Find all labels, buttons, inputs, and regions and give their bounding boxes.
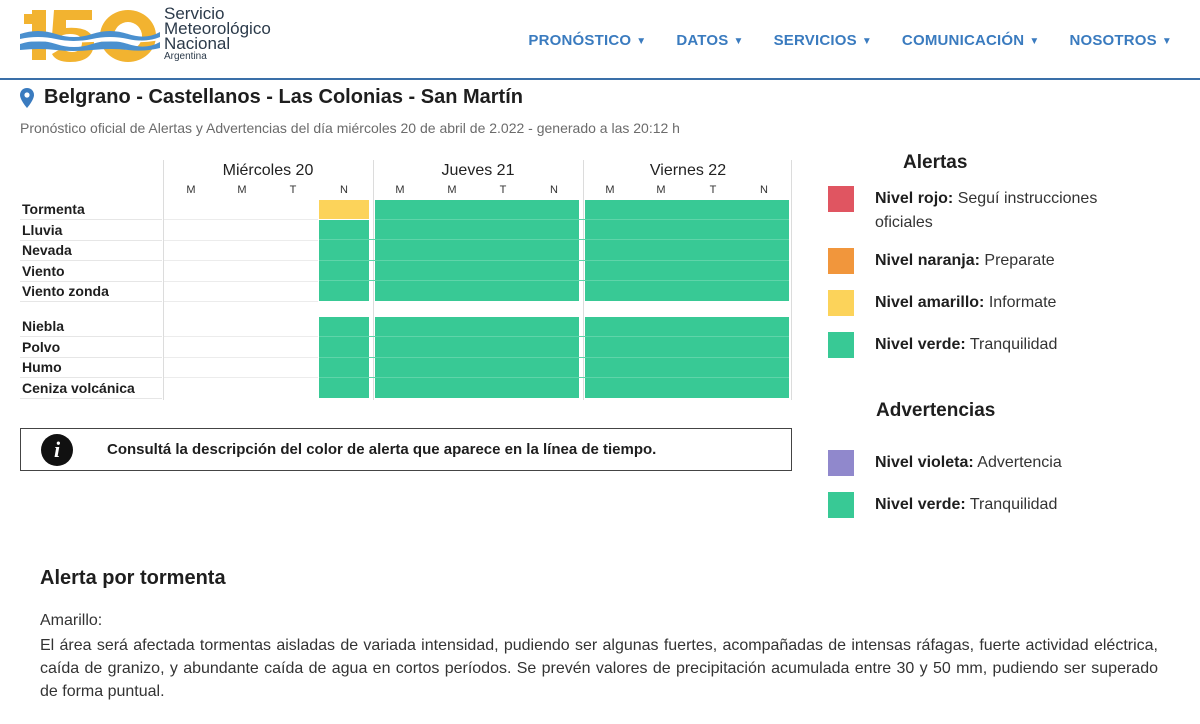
logo-line4: Argentina bbox=[164, 51, 207, 62]
legend-desc: Seguí instrucciones oficiales bbox=[875, 190, 1098, 231]
row-divider bbox=[319, 260, 789, 261]
nav-label: SERVICIOS bbox=[773, 32, 857, 49]
row-label-ceniza: Ceniza volcánica bbox=[22, 380, 135, 396]
row-divider bbox=[20, 377, 162, 378]
nav-label: PRONÓSTICO bbox=[528, 32, 632, 49]
row-divider bbox=[20, 240, 162, 241]
alert-detail-description: El área será afectada tormentas aisladas de variada intensidad, pudiendo ser algunas fuertes, acompañadas de intensas ráfagas, fuerte actividad eléctrica, caída de granizo, y abundante caída de agua en cortos períodos. Se prevén valores de precipitación acumulada entre 30 y 50 mm, pudiendo ser superado de forma puntual. bbox=[40, 637, 1158, 700]
color-swatch bbox=[828, 248, 854, 274]
legend-level: Nivel violeta: bbox=[875, 454, 974, 471]
period-header: T bbox=[289, 184, 297, 196]
smn-logo[interactable] bbox=[20, 4, 290, 68]
chevron-down-icon: ▼ bbox=[733, 35, 744, 47]
legend-level: Nivel rojo: bbox=[875, 190, 954, 207]
row-divider bbox=[20, 260, 162, 261]
period-header: M bbox=[237, 184, 247, 196]
nav-comunicacion[interactable] bbox=[902, 32, 1040, 49]
period-header: N bbox=[760, 184, 768, 196]
alert-timeline bbox=[20, 160, 792, 400]
info-text: Consultá la descripción del color de alerta que aparece en la línea de tiempo. bbox=[107, 441, 657, 458]
nav-servicios[interactable] bbox=[774, 32, 872, 49]
chevron-down-icon: ▼ bbox=[861, 35, 872, 47]
alert-detail-level: Amarillo: bbox=[40, 612, 103, 629]
period-header: M bbox=[656, 184, 666, 196]
row-divider bbox=[164, 377, 318, 378]
nav-label: DATOS bbox=[676, 32, 729, 49]
color-swatch bbox=[828, 492, 854, 518]
legend-desc: Tranquilidad bbox=[969, 496, 1058, 513]
period-header: M bbox=[605, 184, 615, 196]
row-label-niebla: Niebla bbox=[22, 318, 65, 334]
chevron-down-icon: ▼ bbox=[636, 35, 647, 47]
row-divider bbox=[319, 377, 789, 378]
nav-label: NOSOTROS bbox=[1069, 32, 1157, 49]
day-header-viernes: Viernes 22 bbox=[649, 162, 727, 179]
location-header bbox=[20, 86, 523, 109]
site-header bbox=[0, 0, 1200, 80]
alert-cell-block-jueves-verde[interactable] bbox=[375, 200, 579, 301]
period-header: M bbox=[395, 184, 405, 196]
row-divider bbox=[20, 398, 162, 399]
row-label-humo: Humo bbox=[22, 359, 62, 375]
legend-desc: Preparate bbox=[984, 252, 1055, 269]
legend-desc: Informate bbox=[988, 294, 1057, 311]
legend-text bbox=[875, 493, 1105, 517]
nav-nosotros[interactable] bbox=[1069, 32, 1172, 49]
nav-pronostico[interactable] bbox=[528, 32, 646, 49]
legend-text bbox=[875, 451, 1105, 475]
row-label-nevada: Nevada bbox=[22, 242, 72, 258]
color-swatch bbox=[828, 450, 854, 476]
legend-level: Nivel verde: bbox=[875, 336, 966, 353]
nav-datos[interactable] bbox=[676, 32, 743, 49]
row-divider bbox=[164, 219, 318, 220]
color-swatch bbox=[828, 332, 854, 358]
logo-line1: Servicio bbox=[164, 4, 225, 23]
logo-line2: Meteorológico bbox=[164, 19, 271, 38]
forecast-subtitle: Pronóstico oficial de Alertas y Advertencias del día miércoles 20 de abril de 2.022 - generado a las 20:12 h bbox=[20, 120, 680, 136]
alert-cell-block-viernes-verde[interactable] bbox=[585, 200, 789, 301]
legend-desc: Tranquilidad bbox=[969, 336, 1058, 353]
row-divider bbox=[375, 219, 789, 220]
row-divider bbox=[164, 357, 318, 358]
color-swatch bbox=[828, 186, 854, 212]
logo-text bbox=[164, 6, 271, 63]
period-header: T bbox=[709, 184, 717, 196]
map-pin-icon bbox=[20, 88, 34, 108]
day-header-miercoles: Miércoles 20 bbox=[222, 162, 314, 179]
color-swatch bbox=[828, 290, 854, 316]
row-label-viento: Viento bbox=[22, 263, 65, 279]
row-divider bbox=[164, 336, 318, 337]
day-header-jueves: Jueves 21 bbox=[441, 162, 515, 179]
alert-detail-title: Alerta por tormenta bbox=[40, 567, 226, 589]
period-header: N bbox=[550, 184, 558, 196]
period-header: M bbox=[186, 184, 196, 196]
row-divider bbox=[164, 240, 318, 241]
chevron-down-icon: ▼ bbox=[1029, 35, 1040, 47]
row-divider bbox=[20, 336, 162, 337]
row-divider bbox=[319, 357, 789, 358]
legend-level: Nivel amarillo: bbox=[875, 294, 985, 311]
legend-desc: Advertencia bbox=[977, 454, 1062, 471]
logo-150-icon bbox=[20, 6, 160, 64]
row-divider bbox=[164, 260, 318, 261]
logo-line3: Nacional bbox=[164, 34, 231, 53]
row-divider bbox=[20, 219, 162, 220]
row-divider bbox=[319, 336, 789, 337]
row-divider bbox=[319, 280, 789, 281]
legend-text bbox=[875, 291, 1105, 315]
grid-divider bbox=[163, 160, 164, 400]
row-divider bbox=[164, 281, 318, 282]
grid-divider bbox=[791, 160, 792, 400]
legend-text bbox=[875, 333, 1105, 357]
row-label-tormenta: Tormenta bbox=[22, 201, 85, 217]
row-divider bbox=[319, 239, 789, 240]
info-box bbox=[20, 428, 792, 471]
row-label-polvo: Polvo bbox=[22, 339, 61, 355]
row-divider bbox=[164, 301, 318, 302]
location-title: Belgrano - Castellanos - Las Colonias - San Martín bbox=[44, 86, 523, 108]
row-label-viento-zonda: Viento zonda bbox=[22, 283, 109, 299]
row-divider bbox=[20, 281, 162, 282]
period-header: M bbox=[447, 184, 457, 196]
nav-label: COMUNICACIÓN bbox=[901, 32, 1025, 49]
info-icon: i bbox=[41, 434, 73, 466]
legend-text bbox=[875, 249, 1105, 273]
period-header: N bbox=[340, 184, 348, 196]
legend-warnings-title: Advertencias bbox=[876, 400, 996, 421]
legend-text bbox=[875, 187, 1105, 235]
legend-level: Nivel naranja: bbox=[875, 252, 980, 269]
period-header: T bbox=[499, 184, 507, 196]
row-divider bbox=[20, 357, 162, 358]
main-nav bbox=[528, 32, 1172, 49]
row-divider bbox=[20, 301, 162, 302]
legend-alerts-title: Alertas bbox=[903, 152, 968, 173]
alert-cell-tormenta-amarillo[interactable] bbox=[319, 200, 369, 219]
legend-level: Nivel verde: bbox=[875, 496, 966, 513]
chevron-down-icon: ▼ bbox=[1161, 35, 1172, 47]
row-label-lluvia: Lluvia bbox=[22, 222, 63, 238]
